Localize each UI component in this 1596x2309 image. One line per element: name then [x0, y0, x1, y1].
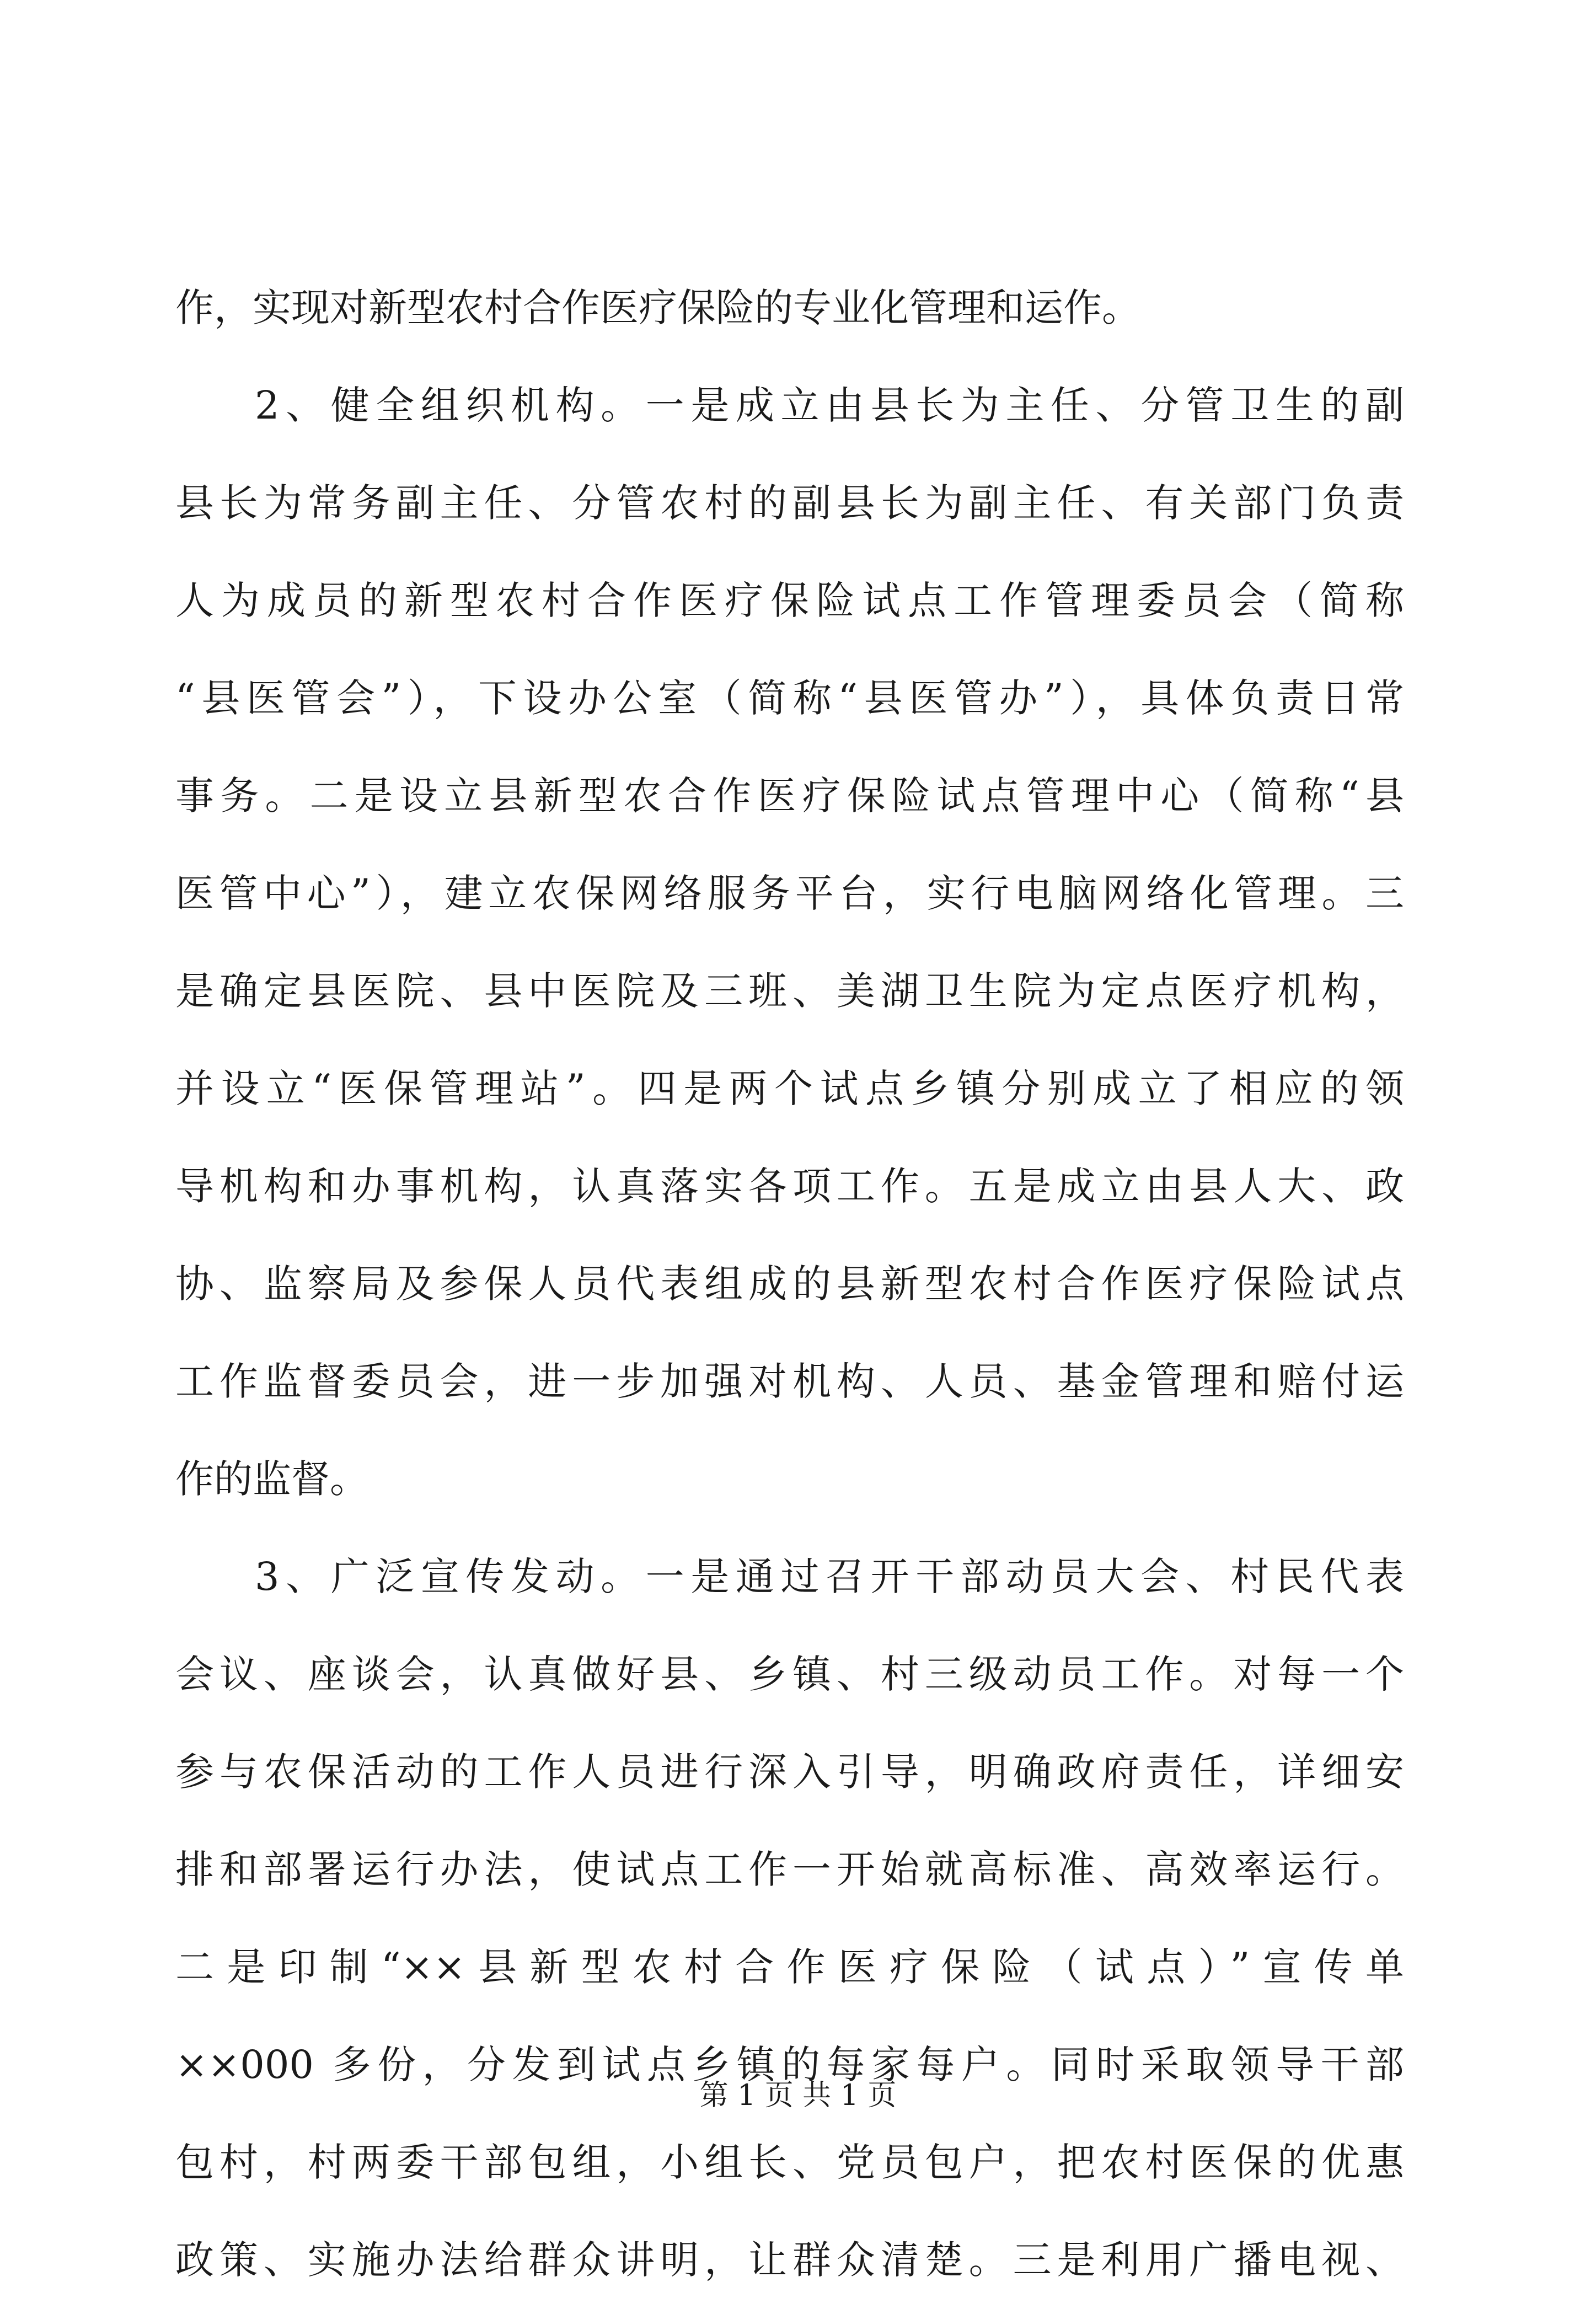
- text-line: 协、监察局及参保人员代表组成的县新型农村合作医疗保险试点: [175, 1261, 1404, 1306]
- text-line: 会议、座谈会，认真做好县、乡镇、村三级动员工作。对每一个: [175, 1652, 1404, 1697]
- text-line: 事务。二是设立县新型农合作医疗保险试点管理中心（简称“县: [175, 773, 1404, 818]
- text-line: 政策、实施办法给群众讲明，让群众清楚。三是利用广播电视、: [175, 2237, 1404, 2283]
- text-line: 作，实现对新型农村合作医疗保险的专业化管理和运作。: [175, 285, 1140, 330]
- text-line: 人为成员的新型农村合作医疗保险试点工作管理委员会（简称: [175, 578, 1404, 623]
- text-line: 导机构和办事机构，认真落实各项工作。五是成立由县人大、政: [175, 1164, 1404, 1209]
- text-line: 二是印制“××县新型农村合作医疗保险（试点）”宣传单: [175, 1944, 1404, 1990]
- text-line: 作的监督。: [175, 1456, 368, 1502]
- text-line: 医管中心”），建立农保网络服务平台，实行电脑网络化管理。三: [175, 871, 1404, 916]
- text-line: 3、广泛宣传发动。一是通过召开干部动员大会、村民代表: [255, 1554, 1404, 1599]
- text-line: “县医管会”），下设办公室（简称“县医管办”），具体负责日常: [175, 676, 1404, 721]
- body-text: [175, 259, 1404, 2309]
- text-line: 包村，村两委干部包组，小组长、党员包户，把农村医保的优惠: [175, 2140, 1404, 2185]
- text-line: 参与农保活动的工作人员进行深入引导，明确政府责任，详细安: [175, 1749, 1404, 1794]
- text-line: 排和部署运行办法，使试点工作一开始就高标准、高效率运行。: [175, 1847, 1404, 1892]
- text-line: 工作监督委员会，进一步加强对机构、人员、基金管理和赔付运: [175, 1359, 1404, 1404]
- text-line: ××000 多份，分发到试点乡镇的每家每户。同时采取领导干部: [175, 2042, 1404, 2087]
- text-line: 并设立“医保管理站”。四是两个试点乡镇分别成立了相应的领: [175, 1066, 1404, 1111]
- text-line: 2、健全组织机构。一是成立由县长为主任、分管卫生的副: [255, 383, 1404, 428]
- page-footer: 第 1 页 共 1 页: [699, 2079, 897, 2112]
- text-line: 是确定县医院、县中医院及三班、美湖卫生院为定点医疗机构，: [175, 968, 1404, 1014]
- text-line: 县长为常务副主任、分管农村的副县长为副主任、有关部门负责: [175, 480, 1404, 526]
